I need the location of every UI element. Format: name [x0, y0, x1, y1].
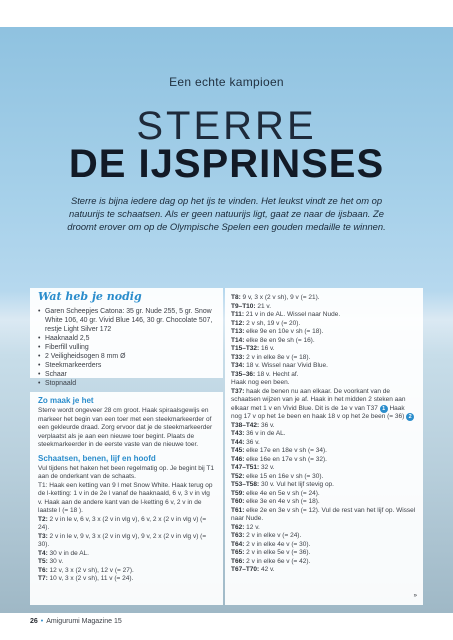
- kicker: Een echte kampioen: [169, 75, 284, 89]
- pattern-row: [231, 558, 417, 567]
- title-line-1: STERRE: [136, 104, 317, 148]
- row-text: 21 v in de AL. Wissel naar Nude.: [244, 311, 341, 318]
- row-key: T11:: [231, 311, 245, 318]
- row-key: T13:: [231, 328, 245, 335]
- row-text: haak de benen nu aan elkaar. De voorkant van de schaatsen wijzen van je af. Haak in het midden 2 steken aan elkaar met 1 v en Vivid Blue. Dit is de 1e v van T37: [231, 387, 406, 412]
- pattern-row: [231, 566, 417, 575]
- row-text: 21 v.: [255, 302, 271, 310]
- row-text: 2 v in elke 4e v (= 30).: [244, 540, 311, 548]
- materials-item: • Steekmarkeerders: [38, 361, 215, 370]
- pattern-row: [231, 371, 417, 380]
- materials-item: • Haaknaald 2,5: [38, 334, 215, 343]
- pattern-row: [231, 498, 417, 507]
- row-text: elke 15 en 16e v sh (= 30).: [244, 472, 324, 480]
- row-key: T66:: [231, 557, 245, 565]
- row-text: Haak nog 17 v op het 1e been en haak 18 v op het 2e been (= 36): [231, 404, 405, 420]
- row-key: T47–T51:: [231, 464, 260, 471]
- materials-box: [30, 288, 223, 387]
- row-text: 12 v, 3 x (2 v sh), 12 v (= 27).: [47, 566, 134, 574]
- pattern-row: [231, 422, 417, 431]
- row-key: T9–T10:: [231, 302, 256, 310]
- row-text: elke 4e en 5e v sh (= 24).: [244, 489, 320, 497]
- row-text: elke 8e en 9e sh (= 16).: [244, 336, 315, 344]
- pattern-row: [38, 567, 215, 576]
- row-key: T62:: [231, 523, 245, 531]
- row-text: 30 v. Vul het lijf stevig op.: [259, 481, 334, 488]
- page-footer: [30, 618, 122, 625]
- row-key: T5:: [38, 558, 48, 565]
- row-key: T63:: [231, 532, 245, 539]
- row-key: T65:: [231, 549, 245, 556]
- row-key: T34:: [231, 362, 245, 369]
- pattern-row: [231, 532, 417, 541]
- pattern-row: [231, 337, 417, 346]
- row-key: T43:: [231, 430, 245, 437]
- materials-item: • Stopnaald: [38, 379, 215, 388]
- pattern-row: [231, 354, 417, 363]
- pattern-row: [38, 558, 215, 567]
- materials-item: • Fiberfill vulling: [38, 343, 215, 352]
- row-key: T46:: [231, 455, 245, 463]
- row-text: elke 2e en 3e v sh (= 12). Vul de rest van het lijf op. Wissel naar Nude.: [231, 506, 416, 522]
- materials-item: • 2 Veiligheidsogen 8 mm Ø: [38, 352, 215, 361]
- row-key: T60:: [231, 498, 245, 505]
- step-badge: 1: [380, 405, 388, 413]
- row-key: T4:: [38, 549, 48, 557]
- row-key: T61:: [231, 506, 245, 514]
- row-text: 2 v in elke 8e v (= 18).: [244, 353, 311, 361]
- paragraph: Haak nog een been.: [231, 379, 290, 386]
- materials-item: • Schaar: [38, 370, 215, 379]
- materials-list: [38, 307, 215, 388]
- row-text: 18 v. Hecht af.: [255, 370, 299, 378]
- continue-arrow-icon: »: [413, 593, 417, 599]
- row-text: 2 v in elke 5e v (= 36).: [244, 549, 311, 556]
- title-line-2: DE IJSPRINSES: [68, 142, 385, 186]
- row-text: elke 9e en 10e v sh (= 18).: [244, 328, 324, 335]
- pattern-row: [231, 328, 417, 337]
- pattern-row: [38, 550, 215, 559]
- row-text: 2 v in le v, 9 v, 3 x (2 v in vlg v), 9 v, 2 x (2 v in vlg v) (= 30).: [38, 532, 207, 548]
- row-text: 18 v. Wissel naar Vivid Blue.: [244, 362, 328, 369]
- row-text: 2 v in elke 6e v (= 42).: [244, 557, 311, 565]
- materials-item: • Garen Scheepjes Catona: 35 gr. Nude 255, 5 gr. Snow White 106, 40 gr. Vivid Blue 146, 30 gr. Chocolate 507, restje Light Silver 172: [38, 307, 215, 334]
- pattern-row: [231, 473, 417, 482]
- pattern-row: [231, 524, 417, 533]
- row-key: T33:: [231, 353, 245, 361]
- pattern-row: [38, 575, 215, 584]
- pattern-row: [231, 439, 417, 448]
- pattern-row: [231, 320, 417, 329]
- paragraph: Sterre wordt ongeveer 28 cm groot. Haak spiraalsgewijs en markeer het begin van een toer met een steekmarkeerder of een gekleurde draad. Zorg ervoor dat je de steekmarkeerder verplaatst als je aan een nieuwe toer begint. Plaats de steekmarkeerder in de eerste vaste van de nieuwe toer.: [38, 407, 213, 448]
- row-key: T37:: [231, 387, 245, 395]
- row-text: 2 v sh, 19 v (= 20).: [244, 319, 301, 327]
- pattern-row: [231, 549, 417, 558]
- pattern-row: [231, 345, 417, 354]
- row-key: T44:: [231, 438, 245, 446]
- footer-bullet: •: [40, 618, 44, 625]
- pattern-rows: [231, 422, 417, 575]
- pattern-row: [231, 464, 417, 473]
- row-key: T12:: [231, 319, 245, 327]
- row-key: T52:: [231, 472, 245, 480]
- pattern-row: [231, 481, 417, 490]
- row-key: T14:: [231, 336, 245, 344]
- row-text: 36 v.: [259, 421, 275, 429]
- row-key: T2:: [38, 515, 48, 523]
- row-text: 2 v in le v, 6 v, 3 x (2 v in vlg v), 6 v, 2 x (2 v in vlg v) (= 24).: [38, 515, 207, 531]
- pattern-row: [231, 447, 417, 456]
- instructions-left-column: [30, 392, 223, 605]
- row-text: 9 v, 3 x (2 v sh), 9 v (= 21).: [240, 294, 320, 301]
- pattern-row: [38, 533, 215, 550]
- row-text: 16 v.: [259, 345, 275, 352]
- pattern-rows: [231, 294, 417, 379]
- pattern-row: [231, 490, 417, 499]
- paragraph: Vul tijdens het haken het been regelmatig op. Je begint bij T1 aan de onderkant van de schaats.: [38, 464, 214, 480]
- row-text: 30 v.: [47, 558, 64, 565]
- row-key: T35–36:: [231, 370, 256, 378]
- intro-paragraph: Sterre is bijna iedere dag op het ijs te vinden. Het leukst vindt ze het om op natuurijs te schaatsen. Als er geen natuurijs ligt, gaat ze naar de ijsbaan. Ze droomt erover om op de Olympische Spelen een gouden medaille te winnen.: [67, 195, 386, 232]
- pattern-row: [231, 294, 417, 303]
- pattern-row: [231, 430, 417, 439]
- row-key: T15–T32:: [231, 345, 260, 352]
- row-key: T53–T58:: [231, 481, 260, 488]
- row-text: 42 v.: [259, 566, 275, 573]
- page-number: 26: [30, 618, 38, 625]
- pattern-row: [231, 303, 417, 312]
- row-text: 36 v.: [244, 438, 260, 446]
- row-text: 36 v in de AL.: [244, 430, 286, 437]
- row-text: 32 v.: [259, 464, 275, 471]
- row-text: 2 v in elke v (= 24).: [244, 532, 302, 539]
- pattern-row: [231, 541, 417, 550]
- instructions-right-column: [225, 288, 423, 605]
- pattern-row: [231, 456, 417, 465]
- pattern-row: [231, 362, 417, 371]
- row-key: T8:: [231, 294, 241, 301]
- magazine-name: Amigurumi Magazine 15: [46, 618, 122, 625]
- pattern-row: [231, 507, 417, 524]
- row-key: T45:: [231, 447, 245, 454]
- row-key: T59:: [231, 489, 245, 497]
- row-text: elke 3e en 4e v sh (= 18).: [244, 498, 320, 505]
- row-text: 12 v.: [244, 523, 260, 531]
- section-heading: Schaatsen, benen, lijf en hoofd: [38, 453, 156, 463]
- row-text: 10 v, 3 x (2 v sh), 11 v (= 24).: [47, 575, 134, 582]
- pattern-row: [231, 388, 417, 422]
- paragraph: T1: Haak een ketting van 9 l met Snow White. Haak terug op de l-ketting: 1 v in de 2e l vanaf de haaknaald, 6 v, 3 v in vlg v. Haak aan de andere kant van de l-ketting 6 v, 2 v in de laatste l (= 18 ).: [38, 481, 213, 514]
- materials-title: Wat heb je nodig: [38, 290, 142, 303]
- pattern-rows: [38, 516, 215, 584]
- section-heading: Zo maak je het: [38, 396, 94, 405]
- row-text: elke 17e en 18e v sh (= 34).: [244, 447, 327, 454]
- row-text: elke 16e en 17e v sh (= 32).: [244, 455, 327, 463]
- row-key: T7:: [38, 575, 48, 582]
- pattern-row: [231, 311, 417, 320]
- row-text: 30 v in de AL.: [47, 549, 89, 557]
- step-badge: 2: [406, 413, 414, 421]
- pattern-row: [38, 516, 215, 533]
- row-key: T64:: [231, 540, 245, 548]
- row-key: T3:: [38, 532, 48, 540]
- row-key: T6:: [38, 566, 48, 574]
- row-key: T67–T70:: [231, 566, 260, 573]
- row-key: T38–T42:: [231, 421, 260, 429]
